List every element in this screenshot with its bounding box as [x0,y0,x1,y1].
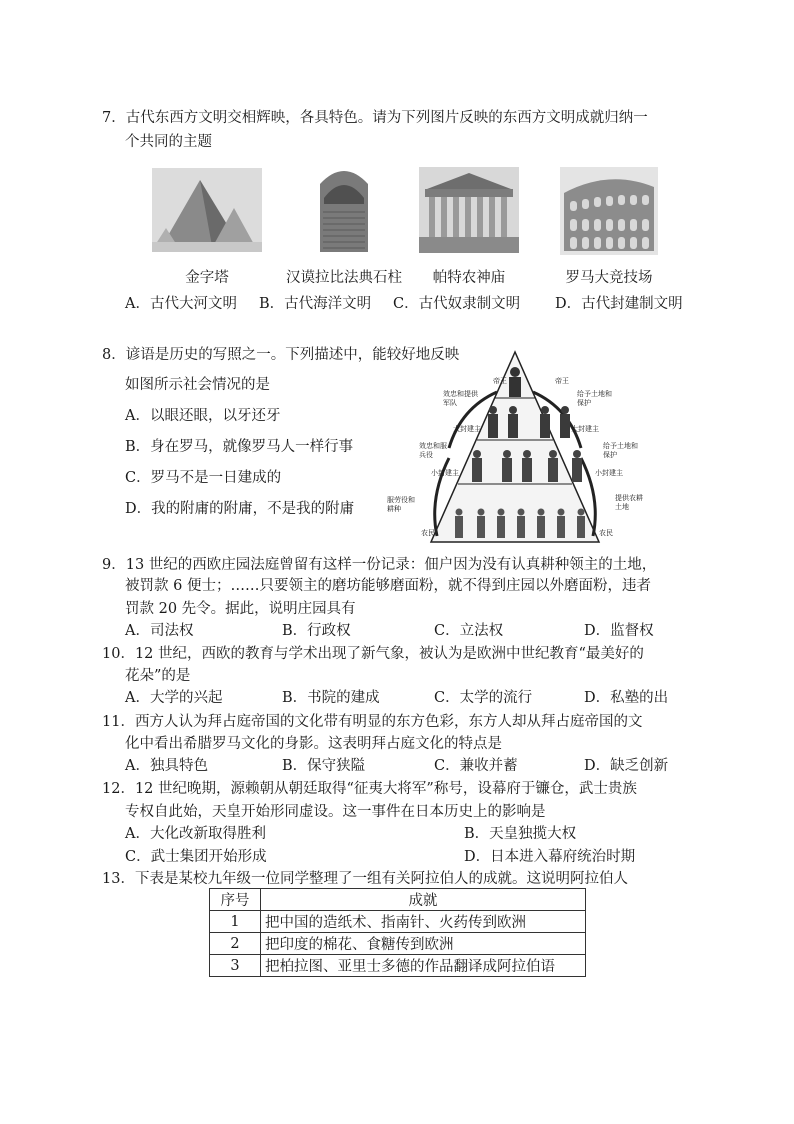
q10-option-b[interactable]: B．书院的建成 [282,690,380,706]
q8-option-c[interactable]: C．罗马不是一日建成的 [125,470,282,486]
q10-stem-line1: 10．12 世纪，西欧的教育与学术出现了新气象，被认为是欧洲中世纪教育“最美好的 [102,646,644,662]
table-cell-achievement: 把中国的造纸术、指南针、火药传到欧洲 [261,911,586,933]
q11-option-a[interactable]: A．独具特色 [125,758,208,774]
q9-stem-line2: 被罚款 6 便士；……只要领主的磨坊能够磨面粉，就不得到庄园以外磨面粉，违者 [125,578,651,594]
table-row [210,911,586,933]
q9-option-c[interactable]: C．立法权 [434,623,504,639]
q7-option-d[interactable]: D．古代封建制文明 [555,296,683,312]
pyramid-note-left-3: 服劳役和耕种 [387,496,415,513]
q11-option-d[interactable]: D．缺乏创新 [584,758,669,774]
table-row [210,955,586,977]
q12-option-c[interactable]: C．武士集团开始形成 [125,849,267,865]
table-row [210,933,586,955]
pyramid-level-king-right: 帝王 [555,377,569,385]
table-cell-achievement: 把柏拉图、亚里士多德的作品翻译成阿拉伯语 [261,955,586,977]
q12-option-a[interactable]: A．大化改新取得胜利 [125,826,266,842]
pyramid-note-left-2: 效忠和服兵役 [419,442,447,459]
pyramid-level-peasant: 农民 [421,529,435,537]
pyramid-level-lesser-lord-right: 小封建主 [595,469,623,477]
q11-option-c[interactable]: C．兼收并蓄 [434,758,518,774]
pyramid-note-right-3: 提供农耕土地 [615,494,643,511]
q10-option-c[interactable]: C．太学的流行 [434,690,533,706]
q12-stem-line2: 专权自此始，天皇开始形同虚设。这一事件在日本历史上的影响是 [125,804,546,820]
pyramid-level-great-lord: 大封建主 [453,425,481,433]
q12-stem-line1: 12．12 世纪晚期，源赖朝从朝廷取得“征夷大将军”称号，设幕府于镰仓，武士贵族 [102,781,637,797]
colosseum-image [560,167,658,255]
table-cell-seq: 3 [210,955,261,977]
q8-option-a[interactable]: A．以眼还眼，以牙还牙 [125,408,281,424]
q8-stem-line2: 如图所示社会情况的是 [125,377,270,393]
pyramid-note-left-1: 效忠和提供军队 [443,390,478,407]
q10-stem-line2: 花朵”的是 [125,668,191,684]
table-header-row [210,889,586,911]
arab-achievements-table [209,888,586,977]
pyramid-level-great-lord-right: 大封建主 [571,425,599,433]
q12-option-b[interactable]: B．天皇独揽大权 [464,826,577,842]
q7-option-a[interactable]: A．古代大河文明 [125,296,237,312]
pyramid-level-king: 帝王 [493,377,507,385]
pyramid-level-peasant-right: 农民 [599,529,613,537]
q8-option-b[interactable]: B．身在罗马，就像罗马人一样行事 [125,439,354,455]
hammurabi-stele-image [314,164,374,254]
q7-stem-line2: 个共同的主题 [125,134,212,150]
q11-stem-line2: 化中看出希腊罗马文化的身影。这表明拜占庭文化的特点是 [125,736,502,752]
caption-hammurabi: 汉谟拉比法典石柱 [286,270,402,286]
q9-stem-line1: 9．13 世纪的西欧庄园法庭曾留有这样一份记录：佃户因为没有认真耕种领主的土地， [102,557,657,573]
q10-option-d[interactable]: D．私塾的出 [584,690,669,706]
caption-parthenon: 帕特农神庙 [432,270,506,286]
caption-pyramid: 金字塔 [185,270,229,286]
parthenon-image [419,167,519,253]
q9-option-d[interactable]: D．监督权 [584,623,654,639]
q10-option-a[interactable]: A．大学的兴起 [125,690,223,706]
table-cell-seq: 2 [210,933,261,955]
pyramids-image [152,168,262,252]
q7-option-c[interactable]: C．古代奴隶制文明 [393,296,521,312]
pyramid-note-right-1: 给予土地和保护 [577,390,612,407]
table-header-achievement: 成就 [261,889,586,911]
table-header-seq: 序号 [210,889,261,911]
q11-stem-line1: 11．西方人认为拜占庭帝国的文化带有明显的东方色彩，东方人却从拜占庭帝国的文 [102,714,643,730]
q7-option-b[interactable]: B．古代海洋文明 [259,296,372,312]
q13-stem-line1: 13．下表是某校九年级一位同学整理了一组有关阿拉伯人的成就。这说明阿拉伯人 [102,871,628,887]
table-cell-achievement: 把印度的棉花、食糖传到欧洲 [261,933,586,955]
caption-colosseum: 罗马大竞技场 [565,270,653,286]
q11-option-b[interactable]: B．保守狭隘 [282,758,366,774]
pyramid-note-right-2: 给予土地和保护 [603,442,638,459]
q7-stem-line1: 7．古代东西方文明交相辉映，各具特色。请为下列图片反映的东西方文明成就归纳一 [102,110,648,126]
q9-option-a[interactable]: A．司法权 [125,623,194,639]
q9-stem-line3: 罚款 20 先令。据此，说明庄园具有 [125,601,356,617]
q8-option-d[interactable]: D．我的附庸的附庸，不是我的附庸 [125,501,355,517]
q12-option-d[interactable]: D．日本进入幕府统治时期 [464,849,636,865]
pyramid-level-lesser-lord: 小封建主 [431,469,459,477]
table-cell-seq: 1 [210,911,261,933]
feudal-pyramid-diagram [381,348,649,544]
q9-option-b[interactable]: B．行政权 [282,623,351,639]
q8-stem-line1: 8．谚语是历史的写照之一。下列描述中，能较好地反映 [102,347,460,363]
